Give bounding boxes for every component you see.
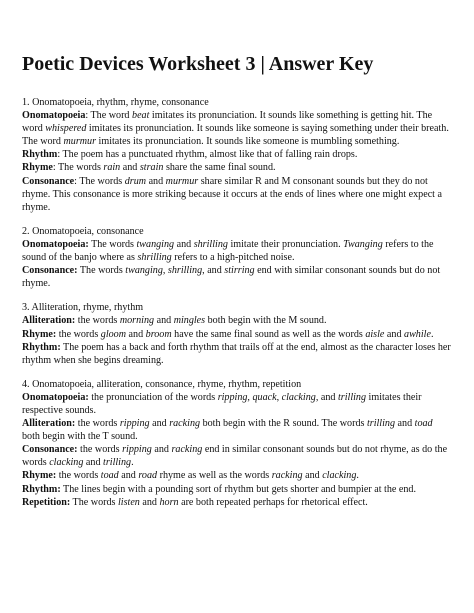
answer-entry [22,148,452,161]
device-term: Rhythm [22,149,58,161]
explanation-text: and [120,162,140,174]
example-word: racking [271,470,303,482]
example-word: rain [103,162,121,174]
answer-entry [22,483,452,496]
explanation-text: . [131,457,134,469]
explanation-text: end in similar consonant sounds but do not rhyme, as do the words [22,444,448,469]
answer-entry [22,496,452,509]
explanation-text: the words [77,444,123,456]
answer-entry [22,417,452,443]
explanation-text: are both repeated perhaps for rhetorical effect. [178,496,368,508]
explanation-text: both begin with the M sound. [205,315,327,327]
answer-section [22,378,452,509]
device-term: Rhyme: [22,328,57,340]
example-word: clacking [322,470,357,482]
explanation-text: . [430,328,434,340]
device-term: Alliteration: [22,315,76,327]
answer-entry [22,314,452,327]
example-word: horn [159,496,179,508]
question-heading: 2. Onomatopoeia, consonance [22,225,144,237]
explanation-text: The words [70,496,118,508]
explanation-text: imitates its pronunciation. It sounds like someone is mumbling something. [96,136,400,148]
device-term: Consonance: [22,265,78,277]
explanation-text: and [154,315,174,327]
explanation-text: and [83,457,104,469]
example-word: mingles [173,315,206,327]
device-term: Onomatopoeia: [22,391,89,403]
example-word: twanging [125,265,163,277]
explanation-text: and [151,444,172,456]
explanation-text: , [162,265,168,277]
example-word: racking [169,418,201,430]
question-heading: 4. Onomatopoeia, alliteration, consonance, rhyme, rhythm, repetition [22,378,302,390]
example-word: trilling [103,457,132,469]
explanation-text: , and [315,391,338,403]
example-word: trilling [366,418,396,430]
page-title: Poetic Devices Worksheet 3 | Answer Key [22,53,374,75]
device-term: Rhyme [22,162,53,174]
example-word: Twanging [343,238,383,250]
example-word: toad [414,418,433,430]
device-term: Rhythm: [22,483,61,495]
device-term: Alliteration: [22,418,76,430]
example-word: road [138,470,158,482]
explanation-text: and [126,328,146,340]
explanation-text: and [139,496,160,508]
example-word: morning [119,315,155,327]
example-word: clacking [281,391,316,403]
explanation-text: both begin with the R sound. The words [200,418,367,430]
explanation-text: , and [202,265,225,277]
example-word: murmur [165,175,199,187]
example-word: clacking [49,457,84,469]
answer-entry [22,469,452,482]
device-term: Rhyme: [22,470,57,482]
example-word: gloom [100,328,127,340]
explanation-text: share similar R and M consonant sounds but they do not rhyme. This consonance is more striking because it occurs at the ends of lines where one might expect a rhyme. [22,175,442,213]
explanation-text: refers to a high-pitched noise. [171,252,295,264]
explanation-text: imitates their respective sounds. [22,391,422,416]
explanation-text: have the same final sound as well as the words [171,328,366,340]
example-word: toad [100,470,119,482]
example-word: ripping [119,418,150,430]
explanation-text: the pronunciation of the words [88,391,218,403]
example-word: racking [171,444,203,456]
explanation-text: share the same final sound. [163,162,276,174]
explanation-text: : The poem has a punctuated rhythm, almost like that of falling rain drops. [57,149,358,161]
explanation-text: refers to the sound of the banjo where as [22,238,434,264]
explanation-text: the words [75,418,120,430]
answer-entry [22,264,452,290]
device-term: Consonance: [22,444,78,456]
explanation-text: the words [56,470,101,482]
example-word: beat [132,110,150,122]
device-term: Repetition: [22,496,71,508]
explanation-text: both begin with the T sound. [22,431,138,443]
example-word: quack [252,391,277,403]
device-term: Onomatopoeia: [22,238,89,250]
explanation-text: and [384,328,405,340]
example-word: strain [139,162,164,174]
device-term: Consonance [22,175,75,187]
example-word: shrilling [137,252,172,264]
explanation-text: . [356,470,359,482]
example-word: twanging [136,238,175,250]
example-word: stirring [224,265,255,277]
answer-entry [22,238,452,264]
device-term: Rhythm: [22,341,61,353]
example-word: shrilling [167,265,203,277]
answer-entry [22,341,452,367]
example-word: awhile [404,328,431,340]
explanation-text: end with similar consonant sounds but do not rhyme. [22,265,441,290]
example-word: broom [145,328,172,340]
explanation-text: rhyme as well as the words [157,470,272,482]
explanation-text: and [149,418,170,430]
explanation-text: and [118,470,139,482]
example-word: trilling [337,391,367,403]
answer-section [22,96,452,214]
example-word: drum [124,175,147,187]
example-word: ripping [217,391,248,403]
explanation-text: : The word [85,110,133,122]
example-word: aisle [365,328,385,340]
answer-section [22,301,452,366]
example-word: ripping [122,444,152,456]
question-heading: 1. Onomatopoeia, rhythm, rhyme, consonance [22,97,209,108]
answer-entry [22,443,452,469]
explanation-text: and [174,238,194,250]
example-word: whispered [45,123,87,135]
explanation-text: and [395,418,415,430]
example-word: shrilling [193,238,228,250]
explanation-text: imitates its pronunciation. It sounds like something is getting hit. The word [22,110,433,135]
answer-entry [22,161,452,174]
answer-entry [22,391,452,417]
explanation-text: , [276,391,282,403]
explanation-text: The words [88,238,137,250]
explanation-text: imitate their pronunciation. [227,238,344,250]
answer-entry [22,328,452,341]
question-heading: 3. Alliteration, rhyme, rhythm [22,302,144,314]
explanation-text: The words [77,265,126,277]
answer-entry [22,109,452,148]
explanation-text: , [247,391,253,403]
explanation-text: The poem has a back and forth rhythm that trails off at the end, almost as the character loses her rhythm when she begins dreaming. [22,341,451,366]
example-word: listen [117,496,140,508]
explanation-text: and [146,175,166,187]
explanation-text: : The words [74,175,125,187]
explanation-text: imitates its pronunciation. It sounds like someone is saying something under their breath. The word [22,123,449,148]
explanation-text: the words [56,328,101,340]
explanation-text: : The words [52,162,104,174]
explanation-text: and [302,470,323,482]
explanation-text: the words [75,315,120,327]
example-word: murmur [63,136,97,148]
answer-sections [22,96,452,509]
answer-entry [22,175,452,214]
explanation-text: The lines begin with a pounding sort of rhythm but gets shorter and bumpier at the end. [60,483,416,495]
device-term: Onomatopoeia [22,110,86,122]
answer-section [22,225,452,290]
